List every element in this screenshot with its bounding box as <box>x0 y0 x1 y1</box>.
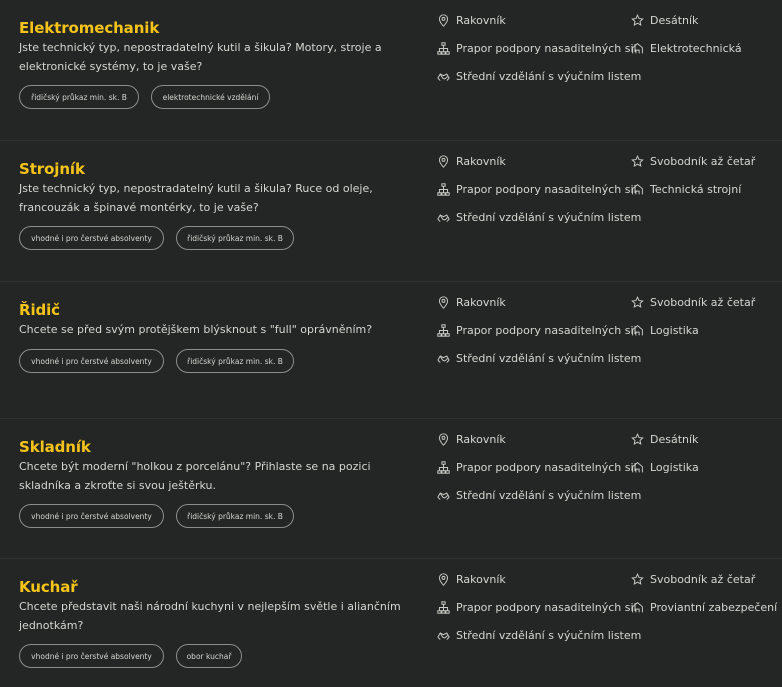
job-education-label: Střední vzdělání s výučním listem <box>456 69 642 83</box>
tag-chip[interactable]: obor kuchař <box>176 644 242 668</box>
handshake-icon <box>437 211 456 224</box>
handshake-icon <box>437 629 456 642</box>
job-location <box>437 569 506 589</box>
job-rank <box>631 429 698 449</box>
job-education-label: Střední vzdělání s výučním listem <box>456 628 642 642</box>
job-location-label: Rakovník <box>456 572 506 586</box>
job-field-label: Logistika <box>650 323 699 337</box>
house-icon <box>631 601 650 614</box>
tag-chip[interactable]: elektrotechnické vzdělání <box>151 85 270 109</box>
job-rank-label: Svobodník až četař <box>650 154 756 168</box>
tag-chip[interactable]: vhodné i pro čerstvé absolventy <box>19 504 164 528</box>
job-unit <box>437 457 637 477</box>
job-description: Jste technický typ, nepostradatelný kutil a šikula? Ruce od oleje, francouzák a špinavé montérky, to je vaše? <box>19 182 373 214</box>
job-rank <box>631 10 698 30</box>
job-tags <box>19 504 294 528</box>
handshake-icon <box>437 70 456 83</box>
house-icon <box>631 461 650 474</box>
handshake-icon <box>437 489 456 502</box>
job-field-label: Elektrotechnická <box>650 41 742 55</box>
job-unit-label: Prapor podpory nasaditelných sil <box>456 460 637 474</box>
tag-chip[interactable]: vhodné i pro čerstvé absolventy <box>19 226 164 250</box>
job-card <box>0 0 782 140</box>
star-icon <box>631 14 650 27</box>
location-pin-icon <box>437 296 456 309</box>
location-pin-icon <box>437 14 456 27</box>
house-icon <box>631 324 650 337</box>
job-card <box>0 558 782 687</box>
star-icon <box>631 155 650 168</box>
job-education <box>437 625 641 645</box>
job-rank-label: Svobodník až četař <box>650 295 756 309</box>
job-unit-label: Prapor podpory nasaditelných sil <box>456 323 637 337</box>
job-rank-label: Svobodník až četař <box>650 572 756 586</box>
job-card <box>0 281 782 421</box>
job-location <box>437 429 506 449</box>
job-location <box>437 151 506 171</box>
job-unit-label: Prapor podpory nasaditelných sil <box>456 41 637 55</box>
job-description: Chcete představit naši národní kuchyni v nejlepším světle i aliančním jednotkám? <box>19 600 401 632</box>
tag-chip[interactable]: vhodné i pro čerstvé absolventy <box>19 349 164 373</box>
job-title[interactable]: Skladník <box>19 438 91 456</box>
job-location-label: Rakovník <box>456 432 506 446</box>
job-description: Chcete se před svým protějškem blýsknout s "full" oprávněním? <box>19 323 373 336</box>
tag-chip[interactable]: řidičský průkaz min. sk. B <box>176 226 294 250</box>
job-field <box>631 457 699 477</box>
job-rank-label: Desátník <box>650 432 699 446</box>
house-icon <box>631 183 650 196</box>
job-unit <box>437 597 637 617</box>
tag-chip[interactable]: vhodné i pro čerstvé absolventy <box>19 644 164 668</box>
star-icon <box>631 573 650 586</box>
job-field <box>631 179 741 199</box>
org-chart-icon <box>437 42 456 55</box>
org-chart-icon <box>437 183 456 196</box>
job-location <box>437 10 506 30</box>
job-title[interactable]: Elektromechanik <box>19 19 160 37</box>
job-rank <box>631 292 755 312</box>
star-icon <box>631 433 650 446</box>
job-tags <box>19 644 242 668</box>
job-education-label: Střední vzdělání s výučním listem <box>456 488 642 502</box>
job-education <box>437 348 641 368</box>
org-chart-icon <box>437 601 456 614</box>
job-education-label: Střední vzdělání s výučním listem <box>456 210 642 224</box>
tag-chip[interactable]: řidičský průkaz min. sk. B <box>19 85 139 109</box>
job-education <box>437 66 641 86</box>
job-location-label: Rakovník <box>456 295 506 309</box>
job-field-label: Proviantní zabezpečení <box>650 600 778 614</box>
job-location <box>437 292 506 312</box>
job-description: Chcete být moderní "holkou z porcelánu"? Přihlaste se na pozici skladníka a zkroťte si svou ještěrku. <box>19 460 371 492</box>
job-tags <box>19 349 294 373</box>
job-tags <box>19 85 270 109</box>
handshake-icon <box>437 352 456 365</box>
job-card <box>0 418 782 558</box>
job-description: Jste technický typ, nepostradatelný kutil a šikula? Motory, stroje a elektronické systémy, to je vaše? <box>19 41 382 73</box>
job-field <box>631 38 742 58</box>
location-pin-icon <box>437 573 456 586</box>
job-field <box>631 320 699 340</box>
job-field-label: Technická strojní <box>650 182 742 196</box>
job-unit <box>437 320 637 340</box>
house-icon <box>631 42 650 55</box>
location-pin-icon <box>437 433 456 446</box>
job-rank-label: Desátník <box>650 13 699 27</box>
job-education <box>437 207 641 227</box>
job-education-label: Střední vzdělání s výučním listem <box>456 351 642 365</box>
tag-chip[interactable]: řidičský průkaz min. sk. B <box>176 504 294 528</box>
job-field <box>631 597 777 617</box>
job-unit-label: Prapor podpory nasaditelných sil <box>456 600 637 614</box>
job-location-label: Rakovník <box>456 154 506 168</box>
job-education <box>437 485 641 505</box>
job-rank <box>631 569 755 589</box>
star-icon <box>631 296 650 309</box>
job-card <box>0 140 782 280</box>
job-field-label: Logistika <box>650 460 699 474</box>
job-title[interactable]: Strojník <box>19 160 85 178</box>
job-tags <box>19 226 294 250</box>
org-chart-icon <box>437 324 456 337</box>
tag-chip[interactable]: řidičský průkaz min. sk. B <box>176 349 294 373</box>
job-location-label: Rakovník <box>456 13 506 27</box>
job-unit <box>437 179 637 199</box>
org-chart-icon <box>437 461 456 474</box>
job-title[interactable]: Řidič <box>19 301 60 319</box>
job-title[interactable]: Kuchař <box>19 578 78 596</box>
job-rank <box>631 151 755 171</box>
job-unit-label: Prapor podpory nasaditelných sil <box>456 182 637 196</box>
location-pin-icon <box>437 155 456 168</box>
job-unit <box>437 38 637 58</box>
